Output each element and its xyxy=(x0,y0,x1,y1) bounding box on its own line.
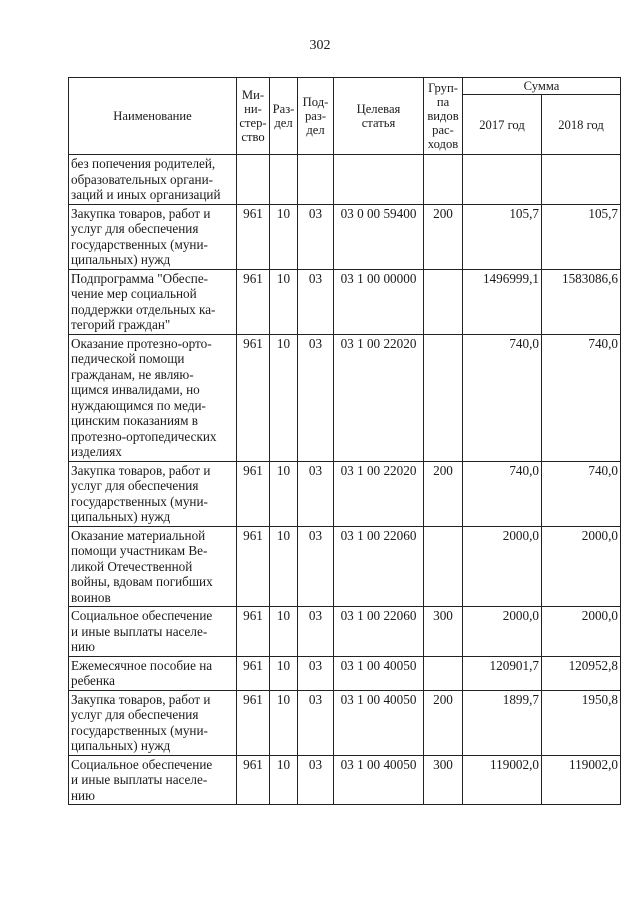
cell-2017: 120901,7 xyxy=(463,656,542,690)
cell-2017 xyxy=(463,155,542,205)
cell-2018: 1950,8 xyxy=(542,690,621,755)
cell-group xyxy=(424,155,463,205)
cell-name: Оказание протезно-орто- педической помощи гражданам, не являю- щимся инвалидами, но нуждающимся по меди- цинским показаниям в протезно-ортопедических изделиях xyxy=(69,334,237,461)
header-sum: Сумма xyxy=(463,78,621,95)
table-row xyxy=(69,755,621,805)
cell-section: 10 xyxy=(270,656,298,690)
cell-2017: 2000,0 xyxy=(463,607,542,657)
budget-table xyxy=(68,77,621,805)
cell-ministry: 961 xyxy=(237,526,270,607)
cell-ministry xyxy=(237,155,270,205)
cell-ministry: 961 xyxy=(237,269,270,334)
cell-2018: 105,7 xyxy=(542,204,621,269)
cell-ministry: 961 xyxy=(237,607,270,657)
cell-group xyxy=(424,656,463,690)
cell-target: 03 1 00 22060 xyxy=(334,607,424,657)
cell-section: 10 xyxy=(270,334,298,461)
cell-section: 10 xyxy=(270,526,298,607)
table-row xyxy=(69,334,621,461)
table-row xyxy=(69,526,621,607)
cell-subsection: 03 xyxy=(298,526,334,607)
cell-name: Закупка товаров, работ и услуг для обеспечения государственных (муни- ципальных) нужд xyxy=(69,204,237,269)
table-row xyxy=(69,656,621,690)
cell-section: 10 xyxy=(270,607,298,657)
table-row xyxy=(69,607,621,657)
cell-target: 03 1 00 40050 xyxy=(334,755,424,805)
cell-target: 03 1 00 00000 xyxy=(334,269,424,334)
cell-2017: 119002,0 xyxy=(463,755,542,805)
cell-ministry: 961 xyxy=(237,334,270,461)
cell-2018: 2000,0 xyxy=(542,526,621,607)
cell-ministry: 961 xyxy=(237,461,270,526)
cell-name: Подпрограмма "Обеспе- чение мер социальной поддержки отдельных ка- тегорий граждан" xyxy=(69,269,237,334)
cell-2017: 1899,7 xyxy=(463,690,542,755)
cell-2017: 740,0 xyxy=(463,461,542,526)
cell-name: Закупка товаров, работ и услуг для обеспечения государственных (муни- ципальных) нужд xyxy=(69,690,237,755)
header-target: Целевая статья xyxy=(334,78,424,155)
cell-group xyxy=(424,526,463,607)
header-group: Груп- па видов рас- ходов xyxy=(424,78,463,155)
cell-group xyxy=(424,269,463,334)
header-subsection: Под- раз- дел xyxy=(298,78,334,155)
cell-2018 xyxy=(542,155,621,205)
cell-2018: 2000,0 xyxy=(542,607,621,657)
cell-target: 03 1 00 22060 xyxy=(334,526,424,607)
header-year-2018: 2018 год xyxy=(542,95,621,155)
cell-2018: 740,0 xyxy=(542,334,621,461)
header-name: Наименование xyxy=(69,78,237,155)
table-body xyxy=(69,155,621,805)
header-section: Раз- дел xyxy=(270,78,298,155)
cell-2017: 105,7 xyxy=(463,204,542,269)
cell-subsection: 03 xyxy=(298,461,334,526)
cell-2018: 1583086,6 xyxy=(542,269,621,334)
cell-target: 03 1 00 22020 xyxy=(334,461,424,526)
cell-subsection: 03 xyxy=(298,755,334,805)
cell-section: 10 xyxy=(270,461,298,526)
cell-section: 10 xyxy=(270,269,298,334)
cell-group: 300 xyxy=(424,607,463,657)
cell-subsection: 03 xyxy=(298,334,334,461)
cell-target: 03 1 00 22020 xyxy=(334,334,424,461)
cell-target: 03 1 00 40050 xyxy=(334,656,424,690)
table-row xyxy=(69,461,621,526)
cell-ministry: 961 xyxy=(237,755,270,805)
cell-subsection: 03 xyxy=(298,690,334,755)
cell-group: 300 xyxy=(424,755,463,805)
cell-group: 200 xyxy=(424,204,463,269)
table-row xyxy=(69,155,621,205)
cell-group xyxy=(424,334,463,461)
header-ministry: Ми- ни- стер- ство xyxy=(237,78,270,155)
cell-target xyxy=(334,155,424,205)
cell-section xyxy=(270,155,298,205)
cell-2017: 1496999,1 xyxy=(463,269,542,334)
cell-subsection: 03 xyxy=(298,607,334,657)
cell-2018: 119002,0 xyxy=(542,755,621,805)
cell-section: 10 xyxy=(270,690,298,755)
cell-subsection xyxy=(298,155,334,205)
cell-subsection: 03 xyxy=(298,269,334,334)
cell-group: 200 xyxy=(424,690,463,755)
cell-name: Закупка товаров, работ и услуг для обеспечения государственных (муни- ципальных) нужд xyxy=(69,461,237,526)
cell-subsection: 03 xyxy=(298,656,334,690)
page-number: 302 xyxy=(309,38,331,53)
cell-subsection: 03 xyxy=(298,204,334,269)
cell-group: 200 xyxy=(424,461,463,526)
cell-section: 10 xyxy=(270,204,298,269)
table-row xyxy=(69,204,621,269)
cell-ministry: 961 xyxy=(237,656,270,690)
cell-2018: 740,0 xyxy=(542,461,621,526)
cell-name: Оказание материальной помощи участникам Ве- ликой Отечественной войны, вдовам погибших воинов xyxy=(69,526,237,607)
cell-2017: 740,0 xyxy=(463,334,542,461)
cell-name: Ежемесячное пособие на ребенка xyxy=(69,656,237,690)
table-row xyxy=(69,690,621,755)
cell-name: без попечения родителей, образовательных органи- заций и иных организаций xyxy=(69,155,237,205)
cell-section: 10 xyxy=(270,755,298,805)
cell-2017: 2000,0 xyxy=(463,526,542,607)
header-year-2017: 2017 год xyxy=(463,95,542,155)
cell-target: 03 0 00 59400 xyxy=(334,204,424,269)
cell-ministry: 961 xyxy=(237,690,270,755)
cell-target: 03 1 00 40050 xyxy=(334,690,424,755)
cell-ministry: 961 xyxy=(237,204,270,269)
cell-name: Социальное обеспечение и иные выплаты населе- нию xyxy=(69,755,237,805)
table-row xyxy=(69,269,621,334)
cell-2018: 120952,8 xyxy=(542,656,621,690)
cell-name: Социальное обеспечение и иные выплаты населе- нию xyxy=(69,607,237,657)
